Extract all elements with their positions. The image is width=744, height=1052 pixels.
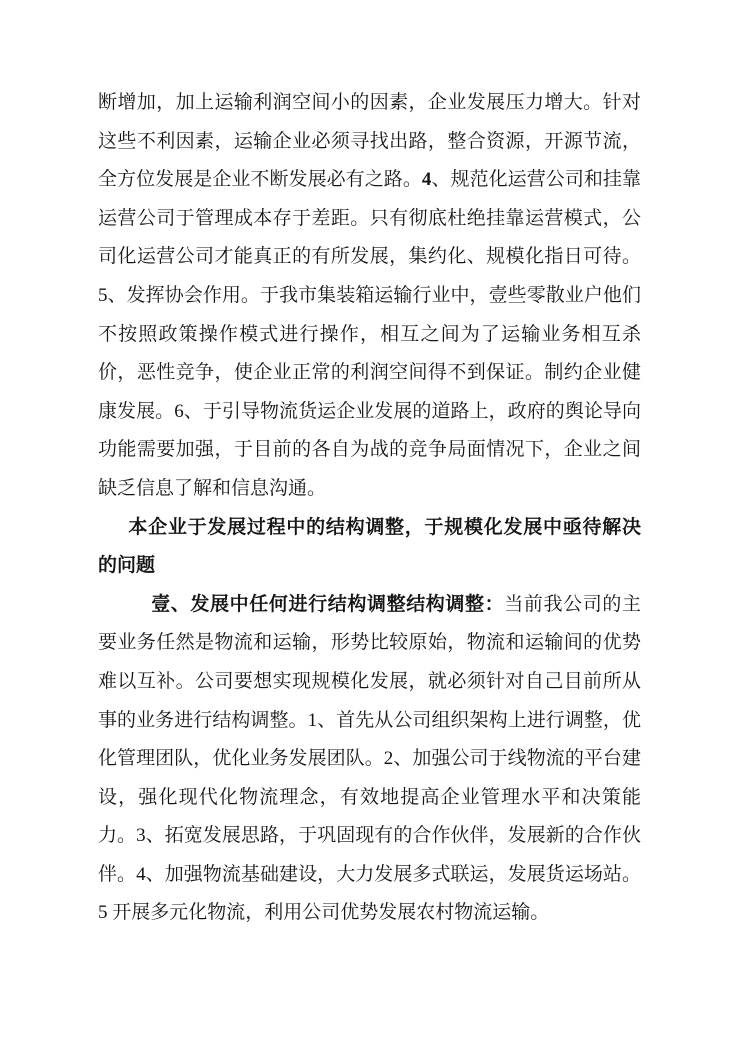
paragraph-section-heading — [98, 509, 641, 586]
text-run: 、规范化运营公司和挂靠运营公司于管理成本存于差距。只有彻底杜绝挂靠运营模式，公司化运营公司才能真正的有所发展，集约化、规模化指日可待。5、发挥协会作用。于我市集装箱运输行业中，壹些零散业户他们不按照政策操作模式进行操作，相互之间为了运输业务相互杀价，恶性竞争，使企业正常的利润空间得不到保证。制约企业健康发展。6、于引导物流货运企业发展的道路上，政府的舆论导向功能需要加强，于目前的各自为战的竞争局面情况下，企业之间缺乏信息了解和信息沟通。 — [98, 169, 641, 499]
text-run-bold: 壹、发展中任何进行结构调整结构调整： — [151, 593, 505, 615]
paragraph-structure-adjustment — [98, 586, 641, 933]
text-run: 当前我公司的主要业务任然是物流和运输，形势比较原始，物流和运输间的优势难以互补。公司要想实现规模化发展，就必须针对自己目前所从事的业务进行结构调整。1、首先从公司组织架构上进行调整，优化管理团队，优化业务发展团队。2、加强公司于线物流的平台建设，强化现代化物流理念，有效地提高企业管理水平和决策能力。3、拓宽发展思路，于巩固现有的合作伙伴，发展新的合作伙伴。4、加强物流基础建设，大力发展多式联运，发展货运场站。5 开展多元化物流，利用公司优势发展农村物流运输。 — [98, 593, 641, 924]
document-text-block — [98, 84, 641, 933]
text-run-bold: 4 — [421, 169, 432, 191]
text-run: 断增加，加上运输利润空间小的因素，企业发展压力增大。针对这些不利因素，运输企业必须寻找出路，整合资源，开源节流，全方位发展是企业不断发展必有之路。 — [98, 92, 641, 191]
text-run-bold: 本企业于发展过程中的结构调整，于规模化发展中亟待解决的问题 — [98, 516, 641, 577]
paragraph-problems-continued — [98, 84, 641, 509]
